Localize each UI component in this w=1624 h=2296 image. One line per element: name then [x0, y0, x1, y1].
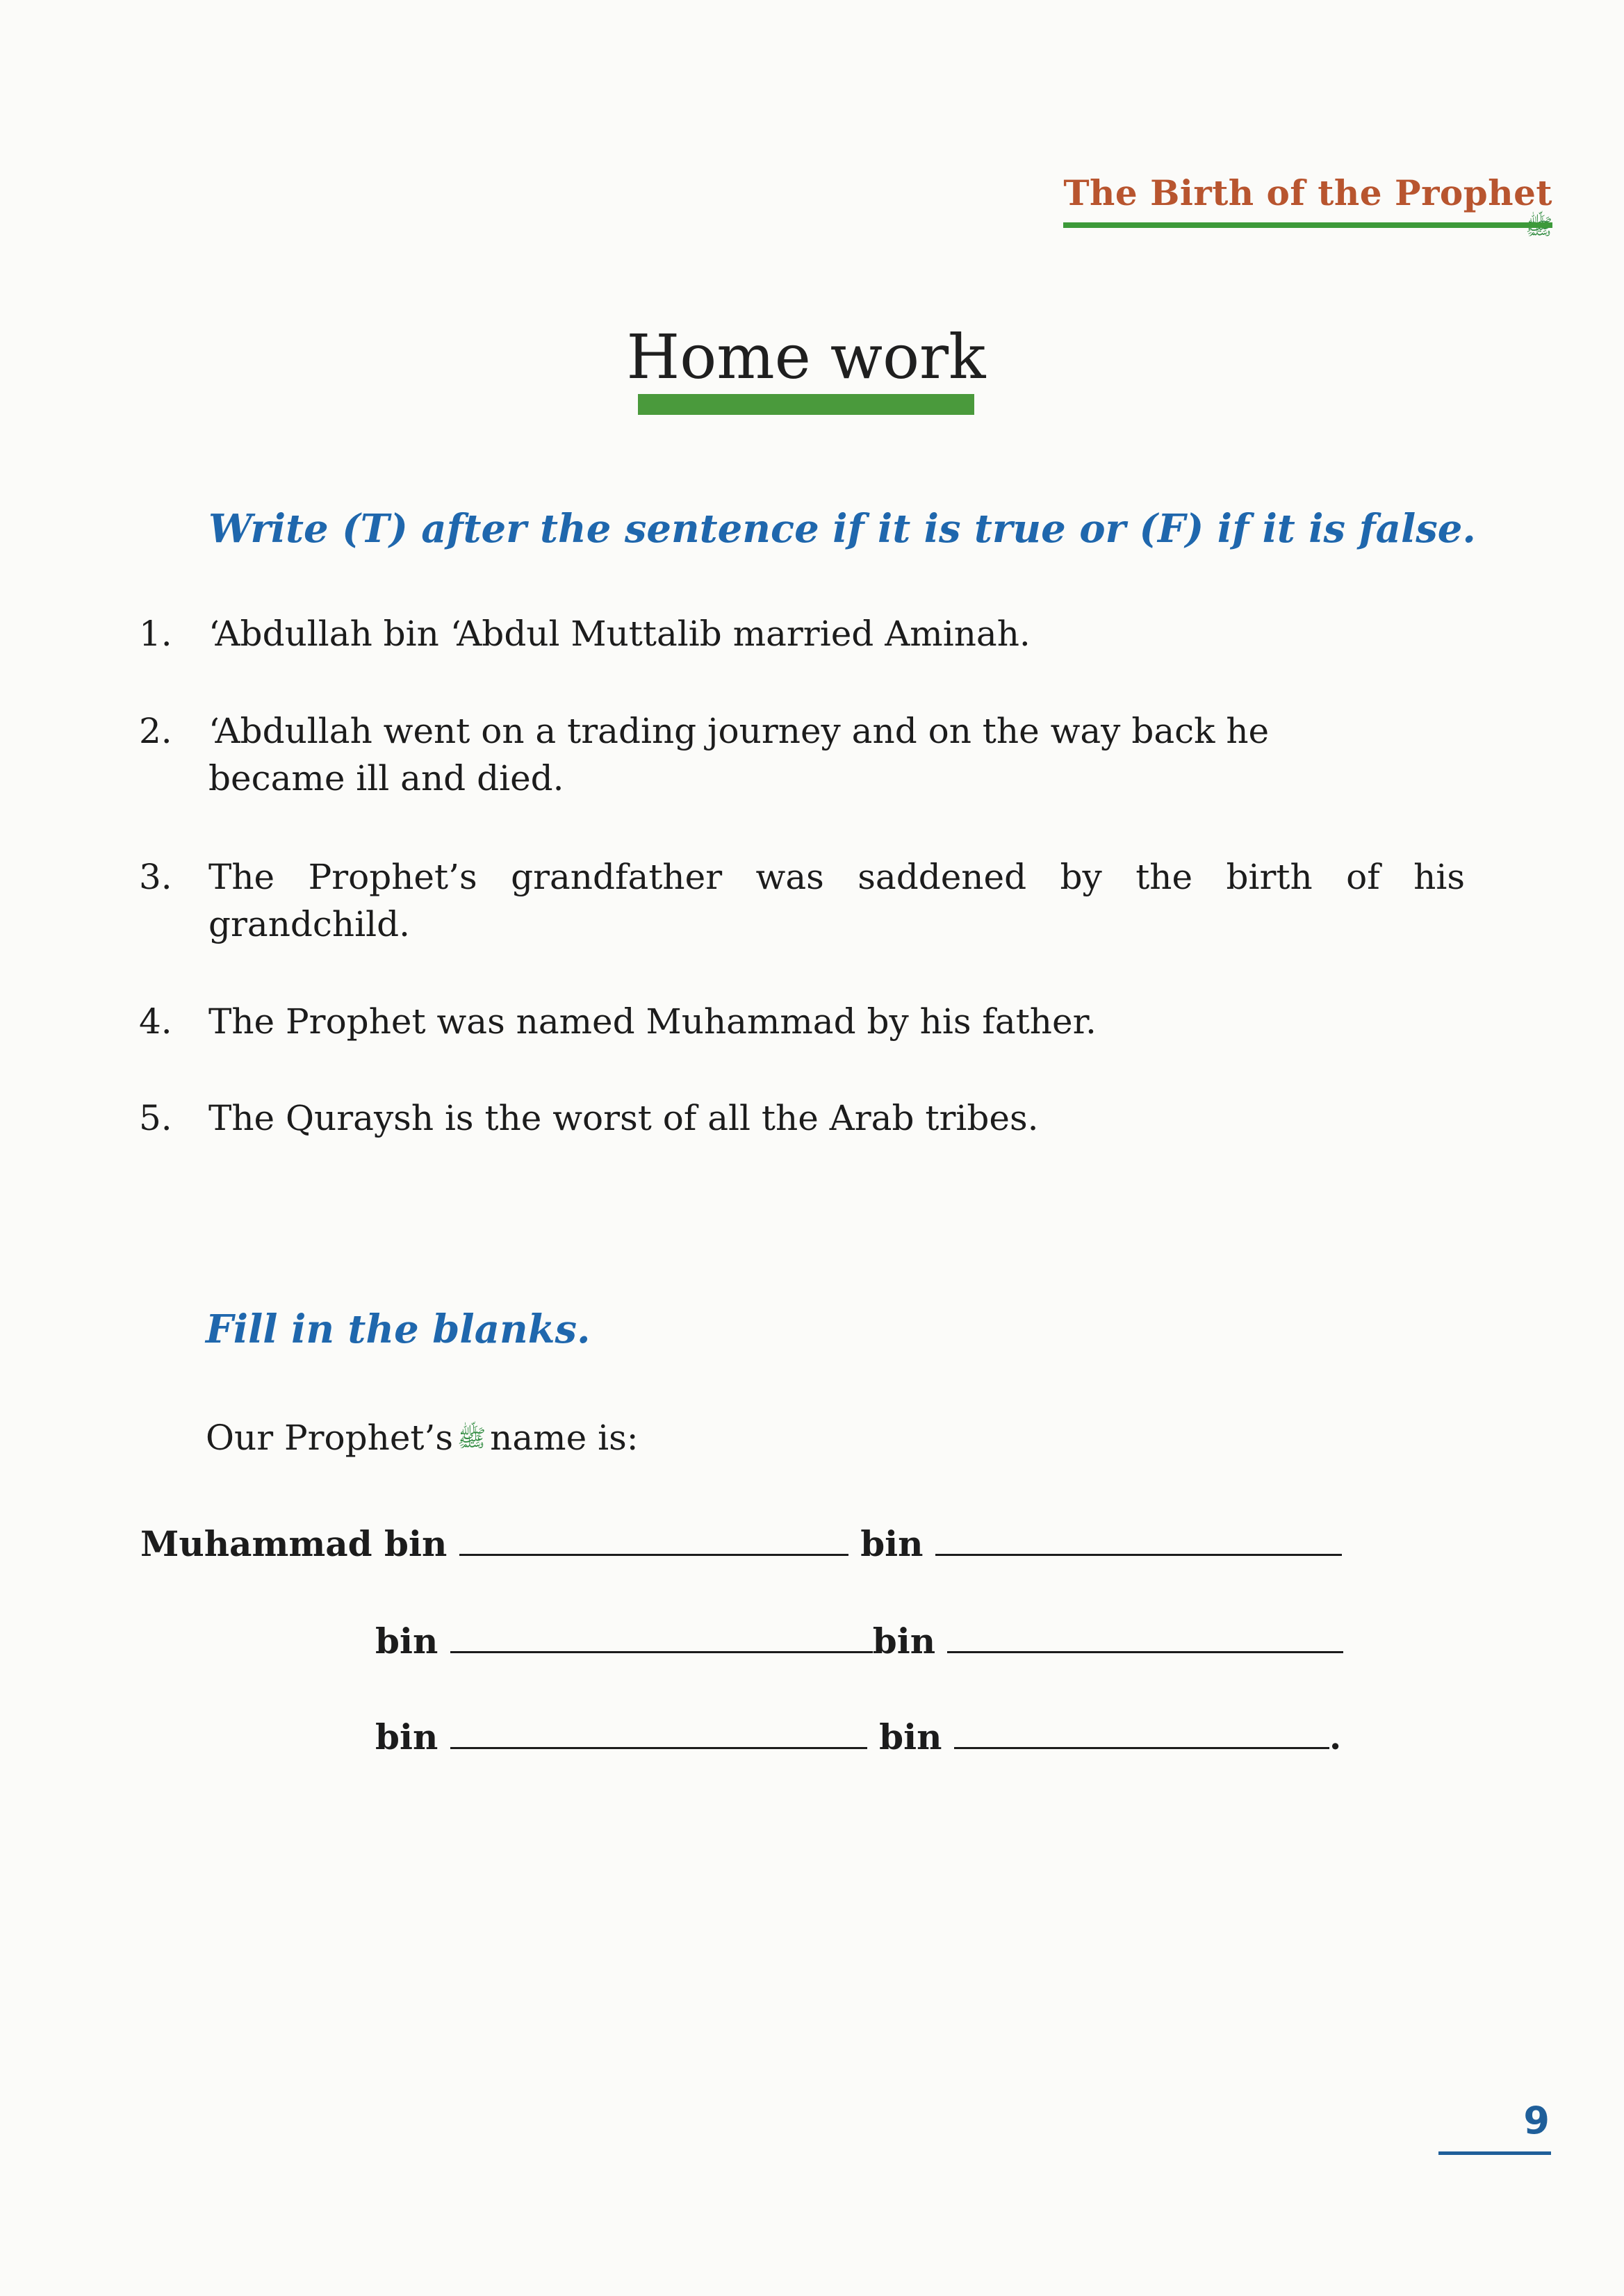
- bin-label: bin: [872, 1621, 936, 1662]
- statement-item: [139, 1094, 1465, 1142]
- final-period: .: [1329, 1716, 1342, 1757]
- statement-item: [139, 853, 1465, 948]
- lineage-blank[interactable]: [954, 1719, 1329, 1749]
- true-false-instruction: Write (T) after the sentence if it is true or (F) if it is false.: [208, 506, 1476, 552]
- name-prompt-after: name is:: [490, 1418, 639, 1458]
- lineage-blank[interactable]: [450, 1719, 867, 1749]
- lineage-blank[interactable]: [459, 1526, 848, 1556]
- lineage-blank[interactable]: [947, 1623, 1343, 1653]
- lineage-row-1: [140, 1523, 1342, 1564]
- lineage-start-label: Muhammad bin: [140, 1523, 448, 1564]
- lineage-blank[interactable]: [450, 1623, 873, 1653]
- bin-label: bin: [375, 1716, 438, 1757]
- statement-item: [139, 610, 1465, 657]
- page-number: 9: [1523, 2099, 1550, 2142]
- fill-blanks-instruction: Fill in the blanks.: [206, 1306, 591, 1352]
- statement-number: 3.: [139, 857, 172, 897]
- lineage-row-2: [375, 1621, 1343, 1662]
- title-underline-bar: [638, 394, 974, 415]
- bin-label: bin: [879, 1716, 942, 1757]
- running-header: [1063, 172, 1552, 245]
- statement-item: [139, 707, 1465, 802]
- page-number-rule: [1438, 2151, 1551, 2155]
- statement-text: The Quraysh is the worst of all the Arab tribes.: [208, 1098, 1039, 1138]
- lineage-row-3: [375, 1716, 1341, 1757]
- salawat-icon: ﷺ: [457, 1424, 486, 1452]
- name-prompt: [206, 1418, 639, 1458]
- statement-text: The Prophet’s grandfather was saddened by the birth of his grandchild.: [208, 857, 1465, 944]
- name-prompt-before: Our Prophet’s: [206, 1418, 454, 1458]
- statement-text: ‘Abdullah bin ‘Abdul Muttalib married Aminah.: [208, 614, 1031, 654]
- statement-number: 2.: [139, 711, 172, 751]
- statement-item: [139, 998, 1465, 1045]
- lineage-blank[interactable]: [935, 1526, 1342, 1556]
- statement-number: 5.: [139, 1098, 172, 1138]
- running-header-rule: [1063, 222, 1552, 228]
- bin-label: bin: [860, 1523, 924, 1564]
- page-title: Home work: [626, 321, 986, 393]
- statement-number: 4.: [139, 1001, 172, 1042]
- salawat-icon: [1525, 213, 1552, 245]
- statement-text: The Prophet was named Muhammad by his father.: [208, 1001, 1097, 1042]
- statement-number: 1.: [139, 614, 172, 654]
- statement-text: ‘Abdullah went on a trading journey and on the way back he became ill and died.: [208, 711, 1270, 798]
- running-header-title: The Birth of the Prophet: [1063, 172, 1552, 213]
- bin-label: bin: [375, 1621, 438, 1662]
